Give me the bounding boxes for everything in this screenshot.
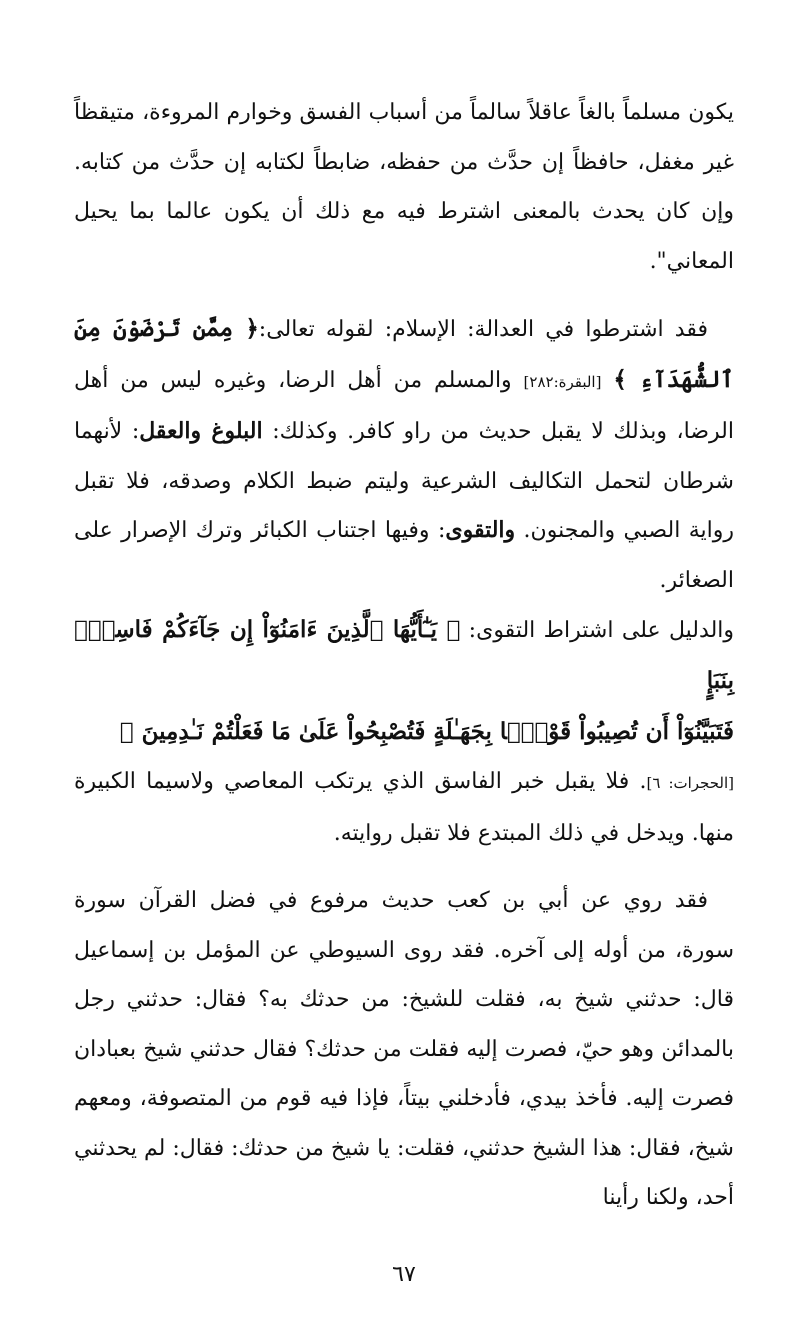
paragraph-justice-conditions (74, 304, 734, 605)
paragraph-text: والدليل على اشتراط التقوى: (460, 618, 735, 643)
page-body (74, 88, 734, 1223)
paragraph-narration: فقد روي عن أبي بن كعب حديث مرفوع في فضل القرآن سورة سورة، من أوله إلى آخره. فقد روى السيوطي عن المؤمل بن إسماعيل قال: حدثني شيخ به، فقلت للشيخ: من حدثك به؟ فقال: حدثني رجل بالمدائن وهو حيّ، فصرت إليه فقلت من حدثك؟ فقال حدثني شيخ بعبادان فصرت إليه. فأخذ بيدي، فأدخلني بيتاً، فإذا فيه قوم من المتصوفة، ومعهم شيخ، فقال: هذا الشيخ حدثني، فقلت: يا شيخ من حدثك: فقال: لم يحدثني أحد، ولكنا رأينا (74, 888, 734, 1210)
paragraph-text: : وفيها اجتناب الكبائر وترك الإصرار على الصغائر. (74, 518, 734, 593)
paragraph-piety-evidence (74, 605, 734, 858)
page-number: ٦٧ (392, 1262, 416, 1287)
bold-term: والتقوى (445, 517, 516, 543)
paragraph-narrator-conditions: يكون مسلماً بالغاً عاقلاً سالماً من أسباب الفسق وخوارم المروءة، متيقظاً غير مغفل، حافظاً إن حدَّث من حفظه، ضابطاً لكتابه إن حدَّث من كتابه. وإن كان يحدث بالمعنى اشترط فيه مع ذلك أن يكون عالما بما يحيل المعاني". (74, 100, 735, 274)
quran-verse: ﴿ مِمَّن تَرْضَوْنَ مِنَ ٱلشُّهَدَآءِ ﴾ (74, 315, 734, 393)
verse-reference: [البقرة:٢٨٢] (523, 372, 602, 391)
paragraph-text: : لأنهما شرطان لتحمل التكاليف الشرعية وليتم ضبط الكلام وصدقه، فلا تقبل رواية الصبي والمجنون. (74, 419, 734, 543)
quran-verse-line: فَتَبَيَّنُوٓاْ أَن تُصِيبُواْ قَوْمًۢا بِجَهَـٰلَةٍ فَتُصْبِحُواْ عَلَىٰ مَا فَعَلْتُمْ نَـٰدِمِينَ ﴾ (119, 718, 734, 745)
quran-verse-line: ﴿ يَـٰٓأَيُّهَا ٱلَّذِينَ ءَامَنُوٓاْ إِن جَآءَكُمْ فَاسِقُۢ بِنَبَإٍ (74, 616, 734, 694)
paragraph-text: فقد اشترطوا في العدالة: الإسلام: لقوله تعالى: (258, 317, 709, 342)
paragraph-text: والمسلم من أهل الرضا، وغيره ليس من أهل الرضا، وبذلك لا يقبل حديث من راو كافر. وكذلك: (74, 367, 734, 444)
bold-term: البلوغ والعقل (139, 418, 263, 444)
paragraph-text: . فلا يقبل خبر الفاسق الذي يرتكب المعاصي ولاسيما الكبيرة منها. ويدخل في ذلك المبتدع فلا تقبل روايته. (74, 769, 734, 846)
verse-reference: [الحجرات: ٦] (646, 774, 735, 792)
